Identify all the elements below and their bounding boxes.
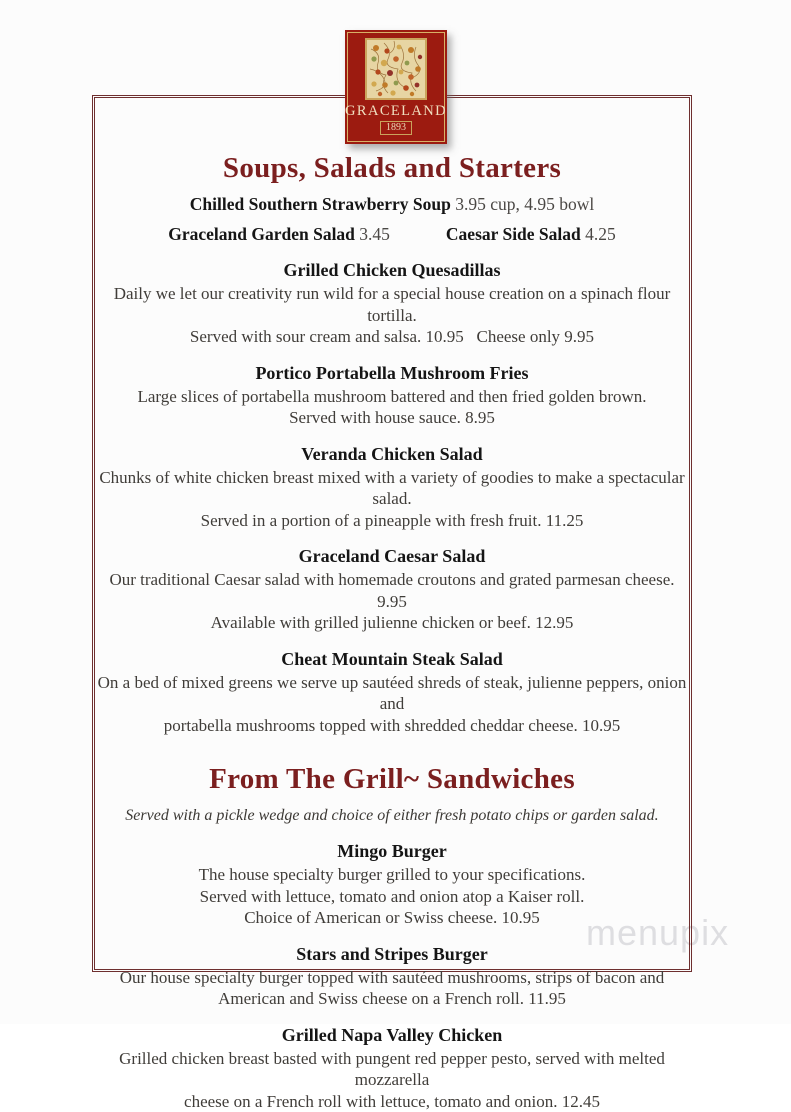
logo-mosaic-art-icon xyxy=(366,39,426,99)
item-name: Graceland Garden Salad xyxy=(168,224,355,244)
item-price: 4.25 xyxy=(585,224,616,244)
restaurant-logo xyxy=(345,30,447,144)
section-title-soups-salads-starters: Soups, Salads and Starters xyxy=(95,152,689,185)
item-description-line: Served with lettuce, tomato and onion atop a Kaiser roll. xyxy=(95,886,689,908)
menu-item-mingo-burger xyxy=(95,841,689,929)
quick-item-garden-salad xyxy=(168,224,390,245)
quick-items-salads-row xyxy=(95,224,689,245)
item-description-line: Daily we let our creativity run wild for a special house creation on a spinach flour tortilla. xyxy=(95,283,689,326)
menu-item-veranda-chicken-salad xyxy=(95,444,689,532)
item-name: Graceland Caesar Salad xyxy=(95,546,689,567)
item-description-line: The house specialty burger grilled to your specifications. xyxy=(95,864,689,886)
logo-inner-frame xyxy=(347,32,445,142)
item-description-line: Served with sour cream and salsa. 10.95 Cheese only 9.95 xyxy=(95,326,689,348)
item-name: Grilled Chicken Quesadillas xyxy=(95,260,689,281)
quick-item-caesar-side-salad xyxy=(446,224,616,245)
section-title-from-the-grill-sandwiches: From The Grill~ Sandwiches xyxy=(95,763,689,796)
item-description-line: Available with grilled julienne chicken or beef. 12.95 xyxy=(95,612,689,634)
item-description-line: Chunks of white chicken breast mixed with a variety of goodies to make a spectacular salad. xyxy=(95,467,689,510)
item-description-line: portabella mushrooms topped with shredded cheddar cheese. 10.95 xyxy=(95,715,689,737)
item-description-line: On a bed of mixed greens we serve up sautéed shreds of steak, julienne peppers, onion and xyxy=(95,672,689,715)
menu-item-grilled-chicken-quesadillas xyxy=(95,260,689,348)
menu-item-cheat-mountain-steak-salad xyxy=(95,649,689,737)
item-description-line: cheese on a French roll with lettuce, tomato and onion. 12.45 xyxy=(95,1091,689,1112)
item-name: Cheat Mountain Steak Salad xyxy=(95,649,689,670)
item-description-line: Grilled chicken breast basted with pungent red pepper pesto, served with melted mozzarella xyxy=(95,1048,689,1091)
item-name: Caesar Side Salad xyxy=(446,224,581,244)
item-name: Veranda Chicken Salad xyxy=(95,444,689,465)
item-description-line: Large slices of portabella mushroom battered and then fried golden brown. xyxy=(95,386,689,408)
quick-item-strawberry-soup xyxy=(95,194,689,215)
item-description-line: Our traditional Caesar salad with homemade croutons and grated parmesan cheese. 9.95 xyxy=(95,569,689,612)
item-name: Chilled Southern Strawberry Soup xyxy=(190,194,451,214)
item-price: 3.95 cup, 4.95 bowl xyxy=(455,194,594,214)
item-name: Mingo Burger xyxy=(95,841,689,862)
item-description-line: American and Swiss cheese on a French roll. 11.95 xyxy=(95,988,689,1010)
item-price: 3.45 xyxy=(359,224,390,244)
item-description-line: Our house specialty burger topped with sautéed mushrooms, strips of bacon and xyxy=(95,967,689,989)
menu-border-box xyxy=(92,95,692,972)
menu-content xyxy=(95,98,689,1112)
logo-name: GRACELAND xyxy=(345,103,447,120)
item-description-line: Served with house sauce. 8.95 xyxy=(95,407,689,429)
menupix-watermark: menupix xyxy=(586,912,729,954)
section-note: Served with a pickle wedge and choice of either fresh potato chips or garden salad. xyxy=(95,807,689,825)
item-name: Stars and Stripes Burger xyxy=(95,944,689,965)
menu-item-grilled-napa-valley-chicken xyxy=(95,1025,689,1112)
item-description-line: Served in a portion of a pineapple with fresh fruit. 11.25 xyxy=(95,510,689,532)
logo-year-badge: 1893 xyxy=(380,121,412,135)
menu-item-graceland-caesar-salad xyxy=(95,546,689,634)
item-name: Portico Portabella Mushroom Fries xyxy=(95,363,689,384)
item-name: Grilled Napa Valley Chicken xyxy=(95,1025,689,1046)
menu-item-stars-and-stripes-burger xyxy=(95,944,689,1010)
menu-item-portico-portabella-mushroom-fries xyxy=(95,363,689,429)
item-description-line: Choice of American or Swiss cheese. 10.95 xyxy=(95,907,689,929)
